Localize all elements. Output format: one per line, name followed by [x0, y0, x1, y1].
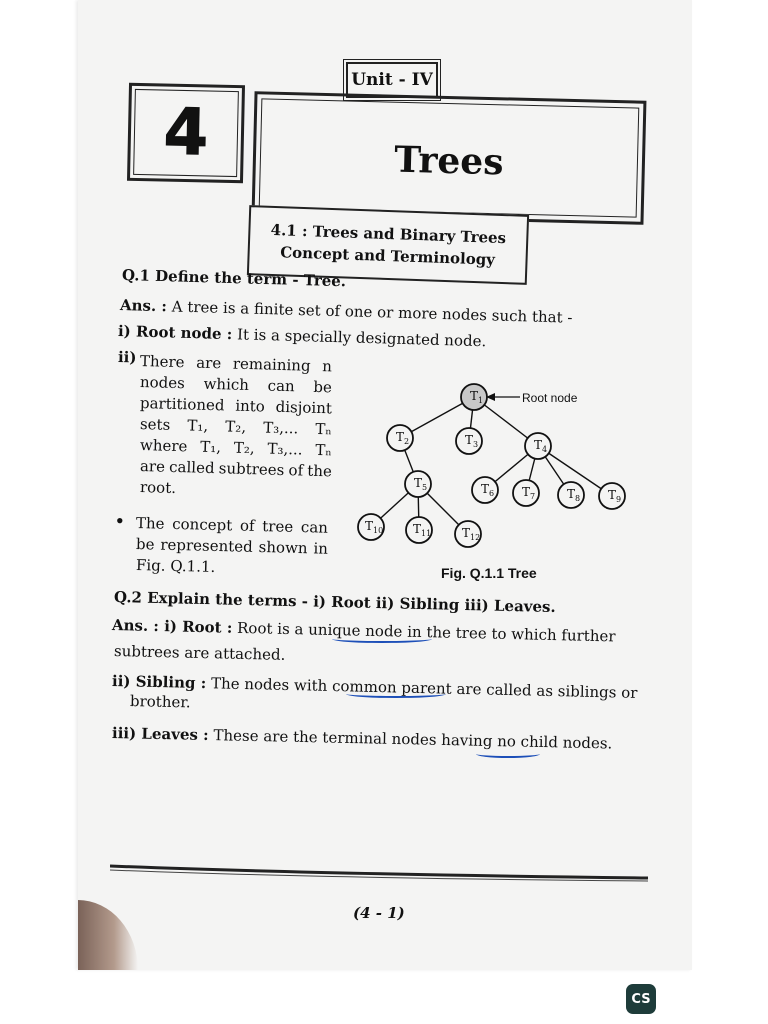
q1-bullet-line: [136, 556, 216, 576]
q2-root-line2: subtrees are attached.: [113, 642, 286, 664]
q1-bullet-word: in: [313, 539, 329, 558]
tree-node-label: $T_5$: [414, 476, 428, 492]
q2-sibling-label: ii) Sibling :: [111, 672, 207, 693]
q1-point2-label: ii): [117, 348, 137, 367]
chapter-number-box: [127, 83, 245, 183]
q2-root-text-b: in the tree to which further: [407, 622, 616, 646]
tree-node-t2: [387, 425, 413, 451]
tree-node-label: $T_8$: [567, 487, 581, 503]
pen-underline-common-parent: [346, 690, 446, 698]
tree-node-t7: [513, 480, 539, 506]
tree-node-t6: [472, 477, 498, 503]
q1-point2-word: can: [267, 376, 295, 396]
q1-point2-word: subtrees: [218, 459, 285, 480]
q1-bullet-word: represented: [160, 535, 254, 556]
q1-point2-word: called: [168, 457, 215, 478]
q1-point2-word: root.: [139, 478, 177, 498]
tree-node-label: $T_3$: [465, 433, 479, 449]
q1-bullet-word: The: [135, 514, 165, 533]
q2-root-text-a: Root is a: [236, 618, 304, 639]
q2-sibling-text-a: The nodes with: [210, 674, 328, 695]
q2-sibling-text-underlined: common parent: [331, 676, 452, 698]
q1-point2-word: There: [139, 352, 185, 372]
q1-point2-word: where: [139, 436, 188, 456]
q1-point2-word: sets: [139, 415, 171, 434]
tree-node-t3: [456, 428, 482, 454]
tree-node-label: $T_1$: [470, 389, 484, 405]
tree-node-label: $T_2$: [396, 430, 410, 446]
section-heading-line2: Concept and Terminology: [279, 243, 496, 269]
tree-node-label: $T_9$: [608, 488, 622, 504]
q2-sibling-line2: brother.: [129, 692, 191, 712]
tree-node-label: $T_4$: [534, 438, 548, 454]
q1-bullet-word: concept: [172, 514, 233, 535]
tree-node-t8: [558, 482, 584, 508]
q1-point2-line: [140, 478, 177, 497]
chapter-title: Trees: [393, 138, 505, 184]
q1-point2-word: remaining: [232, 354, 311, 375]
q1-question: Q.1 Define the term - Tree.: [121, 266, 347, 291]
q1-bullet-word: of: [239, 516, 255, 535]
section-heading-line1: 4.1 : Trees and Binary Trees: [270, 220, 507, 248]
q1-point2-word: Tₙ: [315, 440, 333, 460]
q1-point2-word: nodes: [139, 373, 186, 393]
q2-leaves-text-a: These are the terminal nodes having: [213, 726, 493, 750]
tree-node-t1: [461, 384, 487, 410]
tree-node-label: $T_6$: [481, 482, 495, 498]
q1-point2-word: T₂,: [225, 417, 247, 436]
root-annotation-label: Root node: [522, 391, 578, 405]
q1-point1-text: It is a specially designated node.: [236, 325, 487, 351]
tree-nodes: [358, 384, 625, 547]
q1-answer-label: Ans. :: [119, 296, 168, 316]
q1-point2-word: partitioned: [139, 394, 225, 415]
tree-node-t10: [358, 514, 384, 540]
q2-root-text-underlined: unique node: [308, 620, 403, 641]
q2-question: Q.2 Explain the terms - i) Root ii) Sibling iii) Leaves.: [113, 588, 556, 617]
q1-bullet-word: Fig. Q.1.1.: [135, 556, 216, 576]
q1-point2-word: into: [235, 396, 266, 416]
q1-point1-label: i) Root node :: [117, 322, 233, 344]
pen-underline-unique-node: [332, 635, 432, 643]
tree-node-t11: [406, 517, 432, 543]
q2-leaves-text-b: nodes.: [562, 733, 613, 753]
q2-leaves-text-underlined: no child: [497, 732, 559, 752]
bullet-icon: •: [115, 512, 125, 530]
chapter-title-box: [252, 91, 647, 225]
tree-node-t5: [405, 471, 431, 497]
q1-point2-word: n: [321, 357, 333, 376]
q1-point2-word: T₁,: [200, 437, 222, 457]
q1-point2-word: the: [307, 461, 333, 481]
page-number: (4 - 1): [353, 904, 405, 922]
q1-point2-word: of: [288, 461, 304, 480]
q1-point2-word: disjoint: [275, 397, 333, 418]
pen-underline-no-child: [476, 750, 540, 758]
q1-answer-text: A tree is a finite set of one or more nodes such that -: [171, 297, 573, 327]
chapter-number: 4: [162, 95, 210, 171]
q2-sibling-text-b: are called as siblings or: [456, 679, 638, 702]
q1-point2-word: Tₙ: [315, 419, 333, 439]
q1-point2-word: which: [203, 374, 250, 395]
tree-node-label: $T_7$: [522, 485, 536, 501]
q1-point2-word: be: [313, 377, 333, 397]
camscanner-badge-icon: CS: [626, 984, 656, 1014]
tree-node-t4: [525, 433, 551, 459]
q1-point2-word: T₃,...: [267, 439, 303, 459]
tree-node-label: $T_{10}$: [365, 519, 384, 535]
root-annotation: [486, 391, 578, 405]
q1-point2-word: are: [139, 457, 166, 476]
q1-point2-word: T₃,...: [262, 418, 299, 438]
q2-leaves-label: iii) Leaves :: [111, 724, 209, 745]
footer-divider: [110, 862, 648, 882]
unit-label: Unit - IV: [346, 62, 438, 98]
q1-point2-word: T₁,: [187, 416, 209, 435]
q1-point2-word: are: [195, 353, 222, 373]
tree-node-t12: [455, 521, 481, 547]
figure-caption: Fig. Q.1.1 Tree: [441, 565, 537, 581]
q1-bullet-word: tree: [262, 517, 294, 536]
q2-root-label: Ans. : i) Root :: [111, 616, 233, 637]
q1-bullet-word: shown: [258, 538, 308, 558]
q1-bullet-word: can: [300, 518, 329, 537]
tree-node-t9: [599, 483, 625, 509]
q1-point2-word: T₂,: [233, 438, 255, 458]
tree-figure: [350, 380, 650, 560]
tree-edges: [371, 397, 612, 534]
q1-bullet-word: be: [135, 535, 155, 554]
tree-node-label: $T_{11}$: [413, 522, 432, 538]
tree-node-label: $T_{12}$: [462, 526, 481, 542]
